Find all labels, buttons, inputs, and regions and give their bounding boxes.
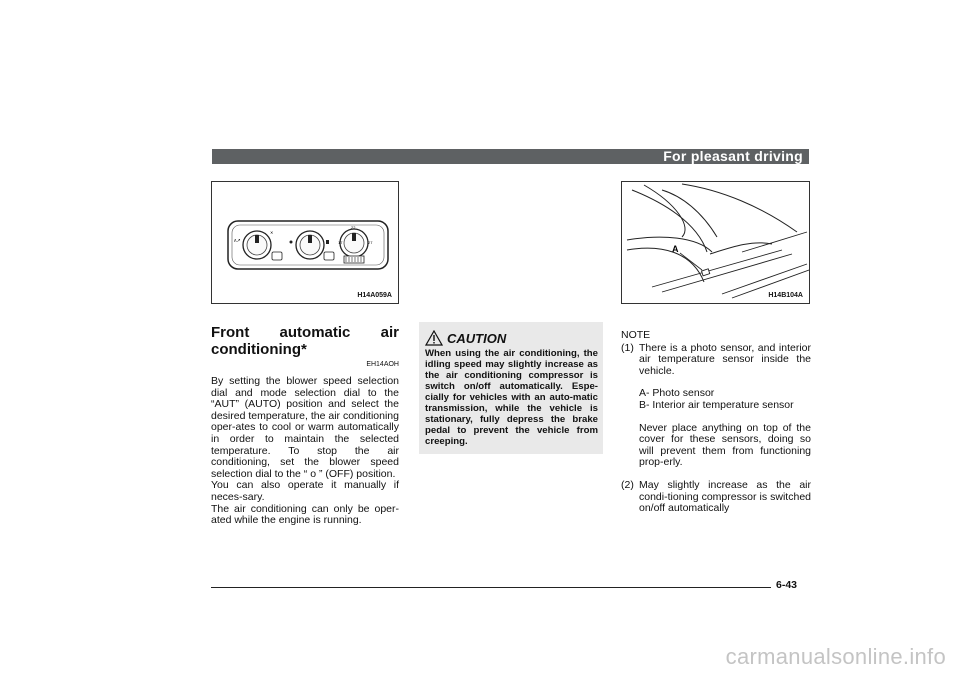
article-code: EH14AOH [366, 361, 399, 368]
note-text: There is a photo sensor, and interior air temperature sensor inside the vehicle. [639, 341, 811, 377]
note-item [621, 480, 811, 515]
climate-panel-illustration [212, 182, 398, 303]
footer-rule [211, 587, 771, 588]
climate-panel-figure [211, 181, 399, 304]
title-word: air [380, 324, 399, 341]
svg-text:ʌ↗: ʌ↗ [234, 238, 241, 244]
note-number: (2) [621, 478, 634, 491]
dashboard-illustration [622, 182, 809, 303]
warning-triangle-icon [425, 330, 443, 346]
sensor-location-figure [621, 181, 810, 304]
note-number: (1) [621, 341, 634, 354]
svg-text:✕: ✕ [270, 230, 274, 235]
title-word: automatic [279, 324, 351, 341]
section-header-title: For pleasant driving [663, 148, 803, 164]
note-text: May slightly increase as the air condi-tioning compressor is switched on/off automatically [639, 478, 811, 515]
article-title [211, 324, 399, 358]
note-legend-b: B- Interior air temperature sensor [639, 398, 794, 411]
article-paragraph: The air conditioning can only be oper-ated while the engine is running. [211, 502, 399, 527]
title-word: Front [211, 324, 250, 341]
caution-box [419, 322, 603, 454]
article-paragraph: By setting the blower speed selection dial and mode selection dial to the “AUT” (AUTO) position and select the desired temperature, the air conditioning oper-ates to cool or warm automatically in order to maintain the selected temperature. To stop the air conditioning, set the blower speed selection dial to the “ o ” (OFF) position. [211, 375, 399, 480]
title-line2: conditioning* [211, 341, 307, 358]
note-column [621, 330, 811, 515]
caution-label: CAUTION [447, 331, 507, 346]
note-item [621, 343, 811, 469]
caution-text: When using the air conditioning, the idling speed may slightly increase as the air conditioning compressor is switch on/off automatically. Espe-cially for vehicles with an auto-matic transmission, while the vehicle is stationary, fully depress the brake pedal to prevent the vehicle from creeping. [425, 348, 598, 447]
watermark: carmanualsonline.info [725, 644, 946, 669]
note-warning: Never place anything on top of the cover for these sensors, doing so will prevent them from functioning prop-erly. [639, 421, 811, 469]
section-header-bar [212, 149, 809, 164]
svg-text:27: 27 [368, 240, 373, 245]
page-number: 6-43 [776, 579, 798, 591]
svg-text:22: 22 [351, 225, 356, 230]
article-paragraph: You can also operate it manually if neces-sary. [211, 479, 399, 503]
sensor-label-a: A [672, 244, 679, 254]
note-heading: NOTE [621, 329, 651, 341]
svg-text:17: 17 [338, 240, 343, 245]
article-column [211, 324, 399, 527]
note-legend-a: A- Photo sensor [639, 387, 715, 400]
figure-code: H14B104A [768, 292, 803, 299]
figure-code: H14A059A [357, 292, 392, 299]
